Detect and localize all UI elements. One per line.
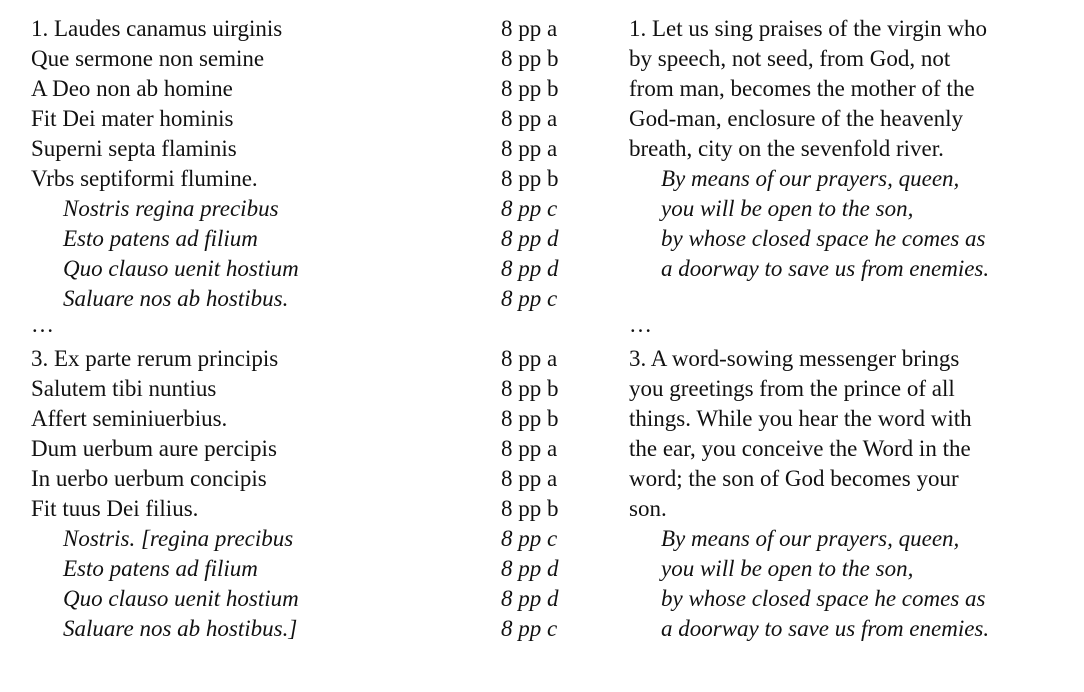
english-refrain-line: By means of our prayers, queen, xyxy=(661,526,960,551)
english-line: son. xyxy=(629,496,667,521)
meter-label: 8 pp a xyxy=(501,466,558,491)
english-refrain-line: by whose closed space he comes as xyxy=(661,586,986,611)
latin-refrain-line: Nostris. [regina precibus xyxy=(63,526,294,551)
english-line: by speech, not seed, from God, not xyxy=(629,46,951,71)
meter-label: 8 pp b xyxy=(501,406,559,431)
english-line: you greetings from the prince of all xyxy=(629,376,955,401)
english-line: God-man, enclosure of the heavenly xyxy=(629,106,964,131)
meter-refrain-label: 8 pp c xyxy=(501,286,558,311)
meter-spacer xyxy=(501,314,611,344)
latin-line: Superni septa flaminis xyxy=(31,136,237,161)
english-line: from man, becomes the mother of the xyxy=(629,76,975,101)
ellipsis: … xyxy=(31,312,54,337)
meter-refrain-label: 8 pp c xyxy=(501,616,558,641)
english-line: 3. A word-sowing messenger brings xyxy=(629,346,960,371)
meter-refrain-label: 8 pp d xyxy=(501,586,559,611)
meter-label: 8 pp a xyxy=(501,346,558,371)
latin-refrain-line: Esto patens ad filium xyxy=(63,226,258,251)
meter-refrain-label: 8 pp d xyxy=(501,556,559,581)
english-line: breath, city on the sevenfold river. xyxy=(629,136,944,161)
latin-line: 1. Laudes canamus uirginis xyxy=(31,16,283,41)
latin-line: 3. Ex parte rerum principis xyxy=(31,346,279,371)
english-line: 1. Let us sing praises of the virgin who xyxy=(629,16,987,41)
english-refrain-line: by whose closed space he comes as xyxy=(661,226,986,251)
english-refrain-line: By means of our prayers, queen, xyxy=(661,166,960,191)
latin-line: Que sermone non semine xyxy=(31,46,265,71)
meter-label: 8 pp b xyxy=(501,46,559,71)
english-refrain-line: a doorway to save us from enemies. xyxy=(661,616,990,641)
meter-label: 8 pp a xyxy=(501,106,558,131)
ellipsis: … xyxy=(629,312,652,337)
latin-column xyxy=(31,14,486,644)
meter-label: 8 pp b xyxy=(501,76,559,101)
english-refrain-line: you will be open to the son, xyxy=(661,196,914,221)
latin-line: Affert seminiuerbius. xyxy=(31,406,228,431)
meter-refrain-label: 8 pp d xyxy=(501,226,559,251)
meter-refrain-label: 8 pp c xyxy=(501,526,558,551)
english-refrain-line: you will be open to the son, xyxy=(661,556,914,581)
english-spacer xyxy=(629,284,1059,314)
english-refrain-line: a doorway to save us from enemies. xyxy=(661,256,990,281)
meter-label: 8 pp b xyxy=(501,376,559,401)
meter-label: 8 pp a xyxy=(501,136,558,161)
latin-line: In uerbo uerbum concipis xyxy=(31,466,267,491)
english-line: the ear, you conceive the Word in the xyxy=(629,436,971,461)
latin-refrain-line: Quo clauso uenit hostium xyxy=(63,586,299,611)
meter-column xyxy=(501,14,611,644)
meter-refrain-label: 8 pp d xyxy=(501,256,559,281)
english-line: word; the son of God becomes your xyxy=(629,466,959,491)
latin-refrain-line: Esto patens ad filium xyxy=(63,556,258,581)
latin-refrain-line: Saluare nos ab hostibus. xyxy=(63,286,289,311)
latin-refrain-line: Saluare nos ab hostibus.] xyxy=(63,616,298,641)
meter-label: 8 pp b xyxy=(501,496,559,521)
latin-line: Dum uerbum aure percipis xyxy=(31,436,277,461)
meter-label: 8 pp a xyxy=(501,436,558,461)
latin-line: A Deo non ab homine xyxy=(31,76,233,101)
english-column xyxy=(629,14,1059,644)
latin-line: Salutem tibi nuntius xyxy=(31,376,217,401)
english-line: things. While you hear the word with xyxy=(629,406,972,431)
latin-refrain-line: Quo clauso uenit hostium xyxy=(63,256,299,281)
meter-refrain-label: 8 pp c xyxy=(501,196,558,221)
latin-refrain-line: Nostris regina precibus xyxy=(63,196,279,221)
meter-label: 8 pp b xyxy=(501,166,559,191)
latin-line: Vrbs septiformi flumine. xyxy=(31,166,258,191)
meter-label: 8 pp a xyxy=(501,16,558,41)
latin-line: Fit tuus Dei filius. xyxy=(31,496,199,521)
latin-line: Fit Dei mater hominis xyxy=(31,106,234,131)
